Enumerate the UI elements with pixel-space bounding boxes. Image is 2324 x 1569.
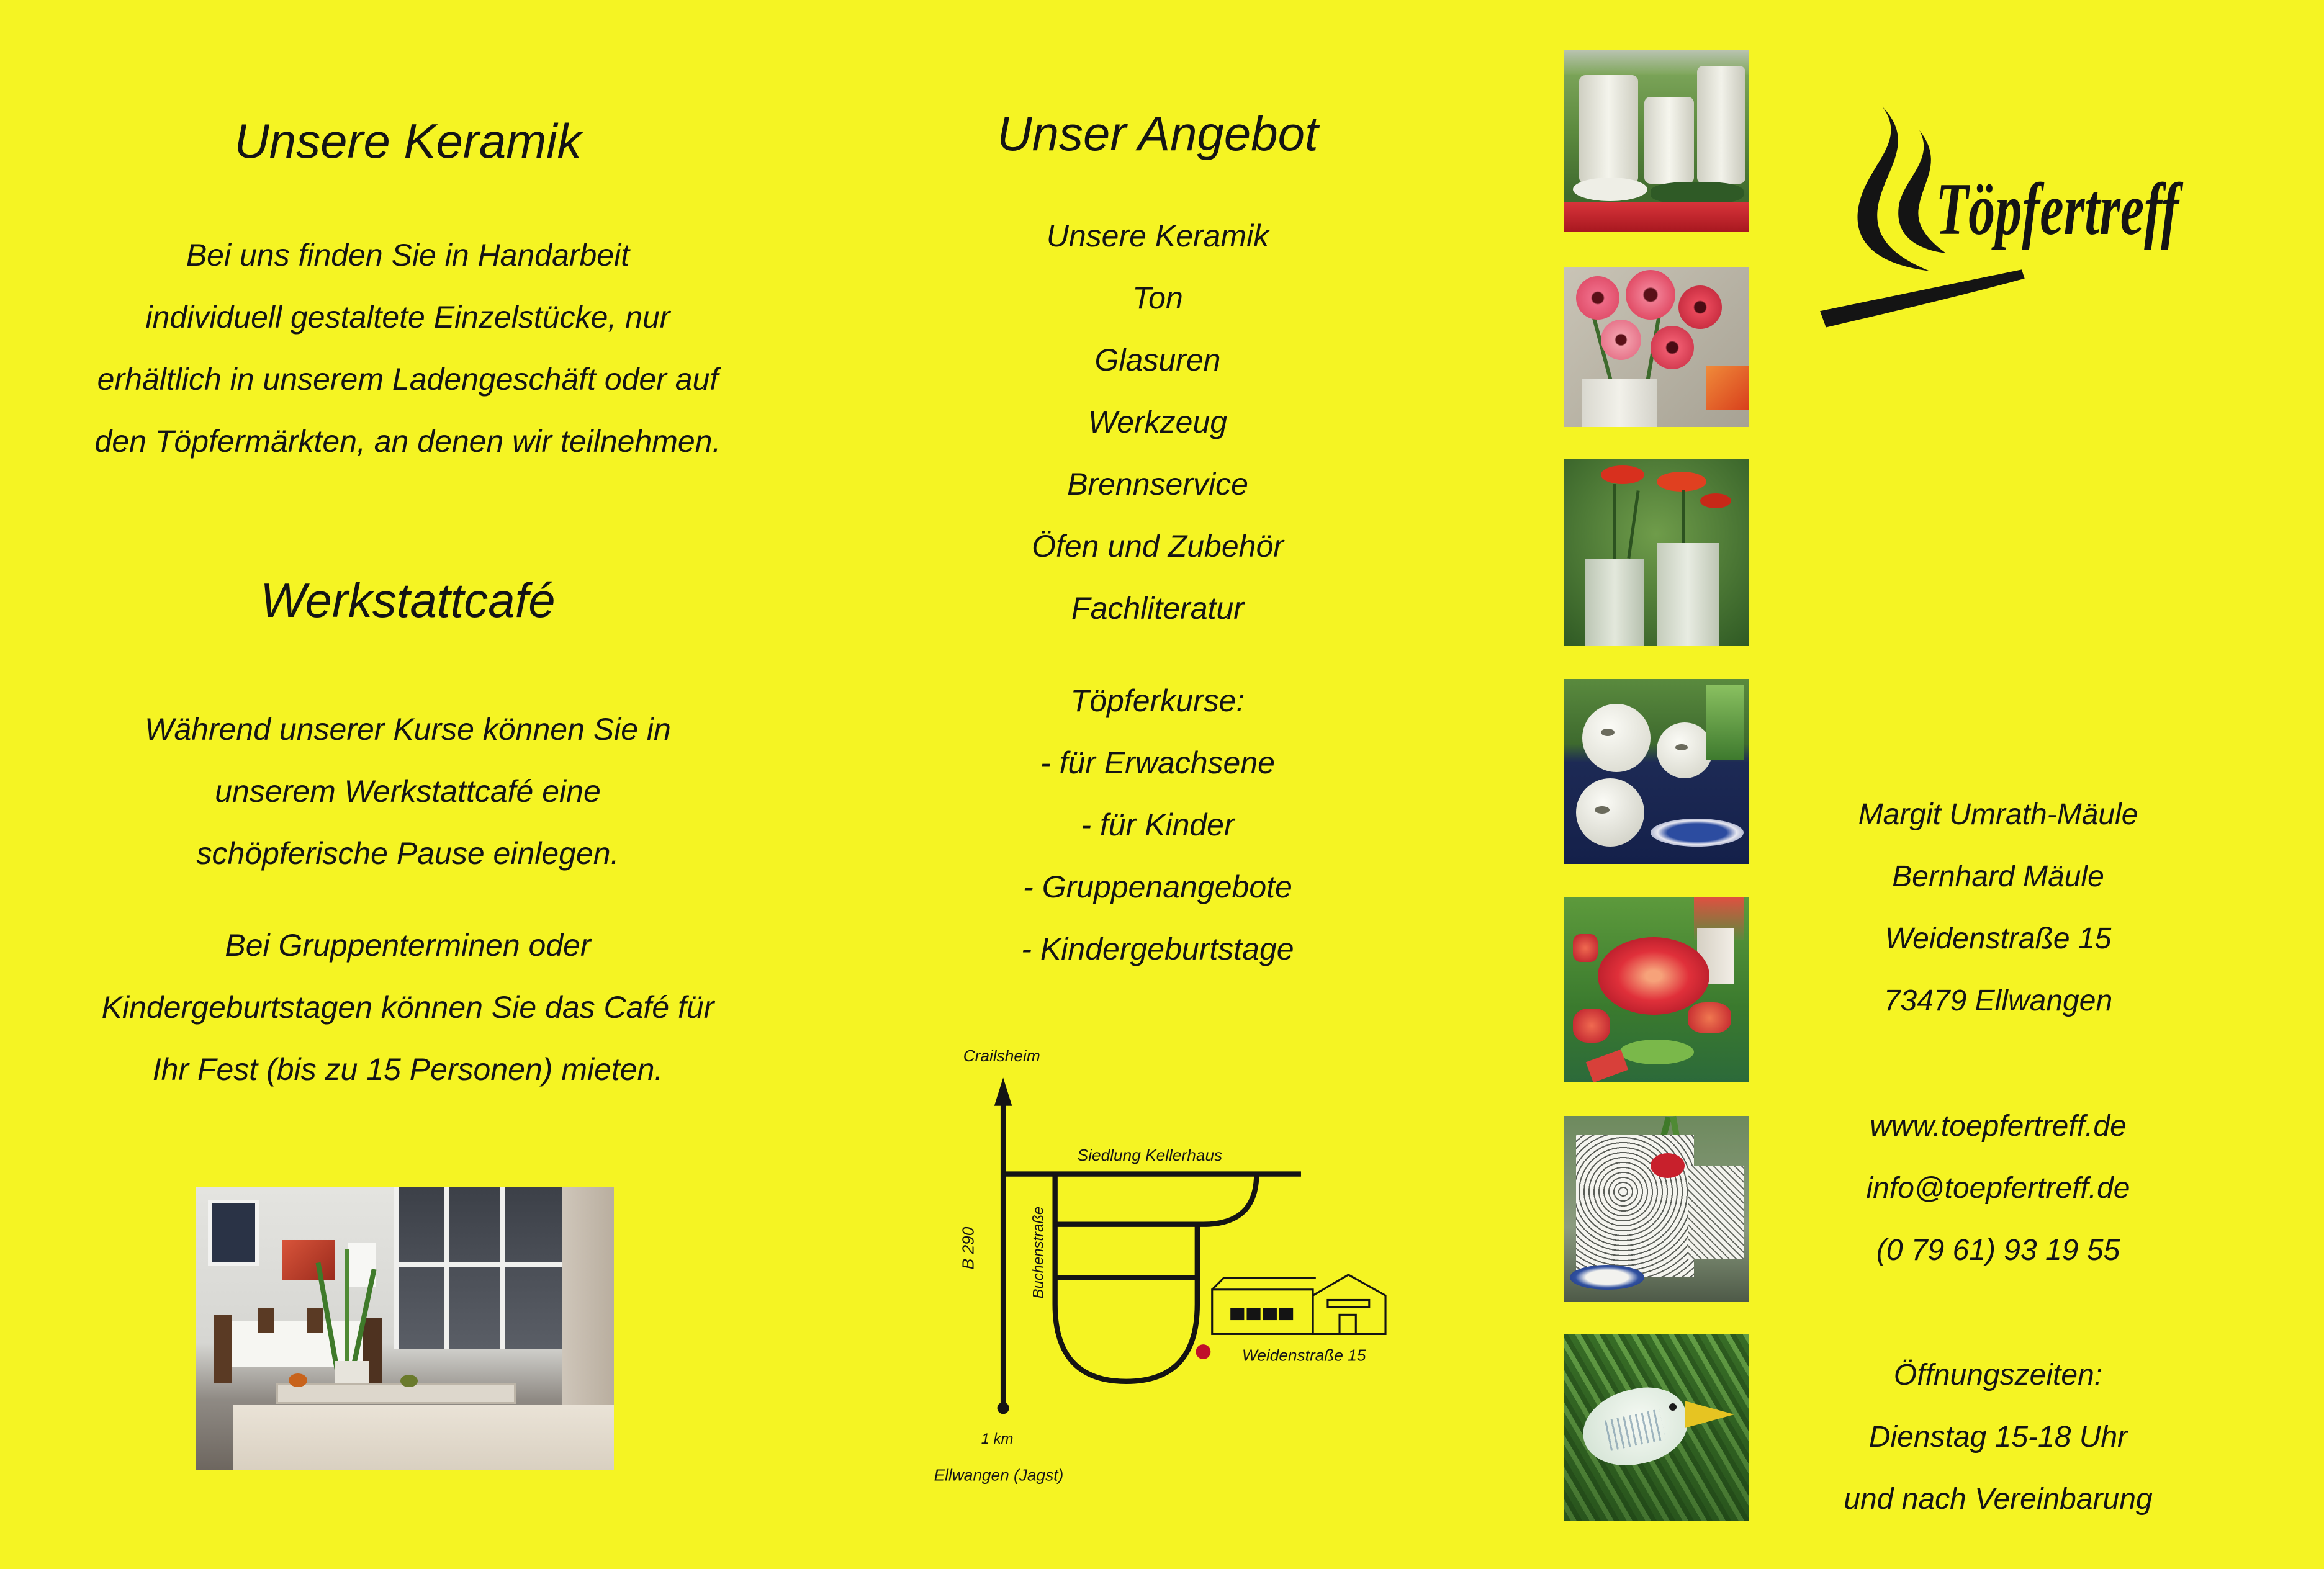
ceramic-sphere	[1657, 722, 1713, 778]
contact-online	[1781, 1095, 2215, 1282]
map-road-loop-top	[1055, 1174, 1257, 1225]
ceramic-sphere	[1576, 778, 1644, 847]
ceramic-bird-beak	[1685, 1401, 1734, 1428]
keramik-title: Unsere Keramik	[234, 114, 582, 168]
course-item: - für Erwachsene	[1040, 745, 1275, 780]
red-flower	[1601, 465, 1644, 484]
cafe-text-line: Ihr Fest (bis zu 15 Personen) mieten.	[152, 1052, 664, 1087]
map-house-roof	[1212, 1278, 1316, 1290]
map-house-door	[1340, 1315, 1356, 1334]
flower-stem	[1613, 484, 1616, 565]
map-label-street-top: Siedlung Kellerhaus	[1077, 1146, 1223, 1165]
white-vase	[1579, 75, 1638, 184]
map-house-window	[1264, 1309, 1276, 1319]
blue-dish	[1651, 819, 1744, 847]
photo-patterned-vase	[1564, 1116, 1749, 1302]
ceramic-bird-eye	[1669, 1403, 1677, 1411]
blue-bowl	[1570, 1265, 1644, 1290]
contact-website: www.toepfertreff.de	[1870, 1110, 2127, 1143]
contact-line: Weidenstraße 15	[1885, 922, 2112, 955]
opening-hours-line: und nach Vereinbarung	[1844, 1483, 2153, 1516]
cafe-table	[227, 1321, 363, 1367]
map-house-window	[1248, 1309, 1259, 1319]
keramik-text-line: den Töpfermärkten, an denen wir teilnehmen.	[94, 424, 721, 459]
photo-red-bowls	[1564, 897, 1749, 1082]
map-location-marker	[1196, 1344, 1210, 1359]
map-house-icon	[1212, 1275, 1385, 1334]
angebot-item: Öfen und Zubehör	[1032, 529, 1284, 564]
cafe-red-painting	[282, 1240, 335, 1280]
courses-title: Töpferkurse:	[1070, 683, 1245, 718]
red-tablecloth	[1564, 202, 1749, 232]
red-cup	[1573, 1009, 1610, 1043]
map-house-sign	[1328, 1300, 1369, 1307]
map-label-scale: 1 km	[981, 1431, 1014, 1448]
pink-flower	[1576, 276, 1619, 320]
angebot-item: Fachliteratur	[1071, 591, 1244, 626]
cafe-paragraph-1	[35, 698, 780, 884]
contact-line: Bernhard Mäule	[1892, 860, 2104, 893]
map-label-road: B 290	[958, 1226, 978, 1270]
cafe-chair	[258, 1308, 274, 1333]
cafe-text-line: schöpferische Pause einlegen.	[196, 836, 619, 871]
courses-list	[909, 670, 1406, 980]
cafe-small-window	[208, 1200, 259, 1266]
cafe-tray	[276, 1383, 516, 1404]
contact-phone: (0 79 61) 93 19 55	[1876, 1234, 2120, 1267]
contact-line: 73479 Ellwangen	[1883, 984, 2113, 1017]
photo-ceramic-flowers	[1564, 267, 1749, 427]
keramik-text	[35, 224, 780, 472]
white-vase	[1644, 97, 1694, 184]
cafe-window-frame	[444, 1187, 449, 1349]
angebot-list	[909, 205, 1406, 639]
angebot-item: Ton	[1132, 281, 1183, 315]
angebot-item: Glasuren	[1094, 343, 1221, 377]
ceramic-heart	[1586, 1050, 1628, 1082]
angebot-item: Werkzeug	[1088, 405, 1228, 439]
cafe-text-line: Bei Gruppenterminen oder	[225, 928, 591, 963]
map-label-destination: Weidenstraße 15	[1242, 1346, 1366, 1365]
cafe-section	[35, 569, 780, 631]
white-dish	[1573, 178, 1647, 201]
cafe-title: Werkstattcafé	[260, 573, 556, 627]
red-flower	[1651, 1153, 1685, 1178]
photo-square-vases	[1564, 459, 1749, 646]
red-bowl	[1598, 937, 1709, 1015]
pink-flower	[1601, 320, 1641, 360]
photo-ceramic-bird	[1564, 1334, 1749, 1521]
opening-hours	[1781, 1344, 2215, 1531]
map-house-window	[1281, 1309, 1292, 1319]
angebot-title: Unser Angebot	[997, 106, 1318, 161]
patterned-vase	[1688, 1166, 1744, 1259]
toepfertreff-logo	[1808, 89, 2194, 341]
square-vase	[1585, 559, 1644, 646]
cafe-large-window	[394, 1187, 567, 1349]
map-road-end-dot	[998, 1402, 1009, 1414]
cafe-chair	[214, 1315, 232, 1383]
red-flower	[1700, 493, 1731, 508]
course-item: - Kindergeburtstage	[1021, 932, 1294, 966]
sphere-opening	[1595, 806, 1610, 814]
logo-brush-stroke	[1820, 269, 2025, 327]
angebot-item: Unsere Keramik	[1046, 218, 1269, 253]
angebot-section	[909, 102, 1406, 164]
red-cup	[1573, 934, 1598, 962]
map-house-wing	[1212, 1290, 1313, 1334]
orange-ceramic	[1706, 366, 1749, 410]
keramik-text-line: Bei uns finden Sie in Handarbeit	[186, 238, 630, 272]
leaves	[1651, 182, 1744, 204]
photo-ceramic-lanterns	[1564, 679, 1749, 864]
map-label-south: Ellwangen (Jagst)	[934, 1465, 1064, 1485]
cafe-text-line: Kindergeburtstagen können Sie das Café für	[101, 990, 714, 1025]
red-flower	[1651, 326, 1694, 369]
photo-cafe-interior	[196, 1187, 614, 1470]
green-cloth	[1619, 1040, 1694, 1064]
cafe-text-line: Während unserer Kurse können Sie in	[145, 712, 671, 747]
angebot-item: Brennservice	[1067, 467, 1248, 501]
map-house-gable	[1313, 1275, 1385, 1334]
sphere-opening	[1601, 729, 1615, 736]
course-item: - Gruppenangebote	[1023, 870, 1292, 904]
keramik-text-line: individuell gestaltete Einzelstücke, nur	[145, 300, 670, 335]
contact-email: info@toepfertreff.de	[1866, 1172, 2130, 1205]
cafe-text-line: unserem Werkstattcafé eine	[215, 774, 601, 809]
map-label-street-side: Buchenstraße	[1030, 1206, 1047, 1299]
cafe-decoration	[400, 1375, 418, 1387]
red-cup	[1688, 1002, 1731, 1033]
red-flower	[1678, 285, 1722, 329]
red-flower	[1657, 472, 1706, 492]
cafe-paragraph-2	[35, 914, 780, 1100]
white-vase	[1697, 66, 1745, 184]
cafe-pumpkin	[289, 1373, 307, 1387]
flower-stem	[1627, 490, 1639, 559]
map-label-north: Crailsheim	[963, 1046, 1040, 1066]
cafe-window-frame	[500, 1187, 505, 1349]
cafe-plant-stem	[345, 1249, 349, 1380]
contact-line: Margit Umrath-Mäule	[1858, 798, 2138, 831]
logo-text: Töpfertreff	[1935, 168, 2184, 251]
keramik-text-line: erhältlich in unserem Ladengeschäft oder auf	[97, 362, 719, 397]
fern-leaves	[1706, 685, 1744, 760]
ceramic-sphere	[1582, 704, 1651, 772]
opening-hours-title: Öffnungszeiten:	[1893, 1359, 2103, 1391]
cafe-chair	[307, 1308, 323, 1333]
keramik-section	[35, 110, 780, 172]
opening-hours-line: Dienstag 15-18 Uhr	[1868, 1421, 2128, 1454]
white-vase	[1582, 379, 1657, 427]
sphere-opening	[1675, 744, 1688, 750]
photo-ceramic-vases	[1564, 50, 1749, 232]
square-vase	[1657, 543, 1719, 646]
directions-map	[911, 1030, 1400, 1497]
map-house-window	[1232, 1309, 1243, 1319]
contact-address	[1781, 784, 2215, 1032]
flower-stem	[1682, 490, 1685, 546]
cafe-window-frame	[394, 1262, 562, 1267]
course-item: - für Kinder	[1081, 807, 1235, 842]
cafe-counter	[233, 1405, 614, 1470]
pink-flower	[1626, 270, 1675, 320]
